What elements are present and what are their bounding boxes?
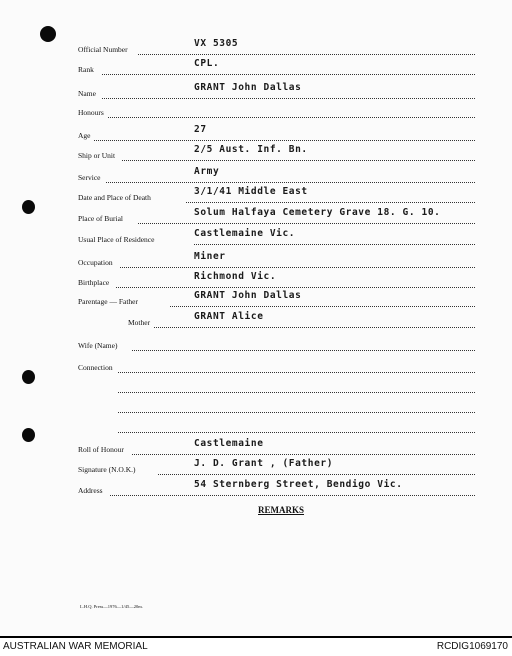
date-and-place-of-death-label: Date and Place of Death	[78, 193, 151, 202]
rank-line	[102, 74, 475, 75]
occupation-value: Miner	[194, 251, 226, 262]
parentage-father-line	[170, 306, 475, 307]
remarks-heading: REMARKS	[258, 505, 305, 515]
footer-record-id: RCDIG1069170	[436, 641, 508, 652]
signature-n-o-k-label: Signature (N.O.K.)	[78, 465, 136, 474]
rank-label: Rank	[78, 65, 94, 74]
connection-line	[118, 372, 475, 373]
service-line	[106, 182, 475, 183]
honours-line	[108, 117, 475, 118]
date-and-place-of-death-value: 3/1/41 Middle East	[194, 186, 308, 197]
age-line	[94, 140, 475, 141]
ship-or-unit-value: 2/5 Aust. Inf. Bn.	[194, 144, 308, 155]
connection-label: Connection	[78, 363, 113, 372]
wife-name-label: Wife (Name)	[78, 341, 118, 350]
punch-hole	[40, 26, 56, 42]
punch-hole	[22, 370, 35, 384]
roll-of-honour-label: Roll of Honour	[78, 445, 124, 454]
age-value: 27	[194, 124, 207, 135]
occupation-label: Occupation	[78, 258, 113, 267]
birthplace-label: Birthplace	[78, 278, 110, 287]
parentage-father-label: Parentage — Father	[78, 297, 138, 306]
signature-n-o-k-line	[158, 474, 475, 475]
service-label: Service	[78, 173, 101, 182]
address-line	[110, 495, 475, 496]
ship-or-unit-label: Ship or Unit	[78, 151, 116, 160]
official-number-value: VX 5305	[194, 38, 239, 49]
signature-n-o-k-value: J. D. Grant , (Father)	[194, 458, 334, 469]
service-value: Army	[194, 166, 220, 177]
wife-name-line	[132, 350, 475, 351]
usual-place-of-residence-value: Castlemaine Vic.	[194, 228, 296, 239]
archive-footer	[0, 636, 512, 656]
place-of-burial-line	[138, 223, 475, 224]
name-value: GRANT John Dallas	[194, 82, 302, 93]
print-code: L.H.Q. Press—1976—1/45—20m.	[80, 604, 143, 609]
occupation-line	[120, 267, 475, 268]
official-number-line	[138, 54, 475, 55]
date-and-place-of-death-line	[186, 202, 475, 203]
usual-place-of-residence-line	[194, 244, 475, 245]
roll-of-honour-line	[132, 454, 475, 455]
footer-institution: AUSTRALIAN WAR MEMORIAL	[3, 641, 148, 652]
parentage-father-value: GRANT John Dallas	[194, 290, 302, 301]
connection-extra-line	[118, 412, 475, 413]
birthplace-line	[116, 287, 475, 288]
place-of-burial-value: Solum Halfaya Cemetery Grave 18. G. 10.	[194, 207, 441, 218]
connection-extra-line	[118, 432, 475, 433]
connection-extra-line	[118, 392, 475, 393]
age-label: Age	[78, 131, 91, 140]
birthplace-value: Richmond Vic.	[194, 271, 277, 282]
mother-label: Mother	[128, 318, 151, 327]
name-line	[102, 98, 475, 99]
mother-value: GRANT Alice	[194, 311, 264, 322]
punch-hole	[22, 200, 35, 214]
rank-value: CPL.	[194, 58, 220, 69]
place-of-burial-label: Place of Burial	[78, 214, 123, 223]
punch-hole	[22, 428, 35, 442]
address-value: 54 Sternberg Street, Bendigo Vic.	[194, 479, 403, 490]
name-label: Name	[78, 89, 96, 98]
official-number-label: Official Number	[78, 45, 128, 54]
address-label: Address	[78, 486, 103, 495]
mother-line	[154, 327, 475, 328]
roll-of-honour-value: Castlemaine	[194, 438, 264, 449]
usual-place-of-residence-label: Usual Place of Residence	[78, 235, 155, 244]
ship-or-unit-line	[122, 160, 475, 161]
honours-label: Honours	[78, 108, 104, 117]
